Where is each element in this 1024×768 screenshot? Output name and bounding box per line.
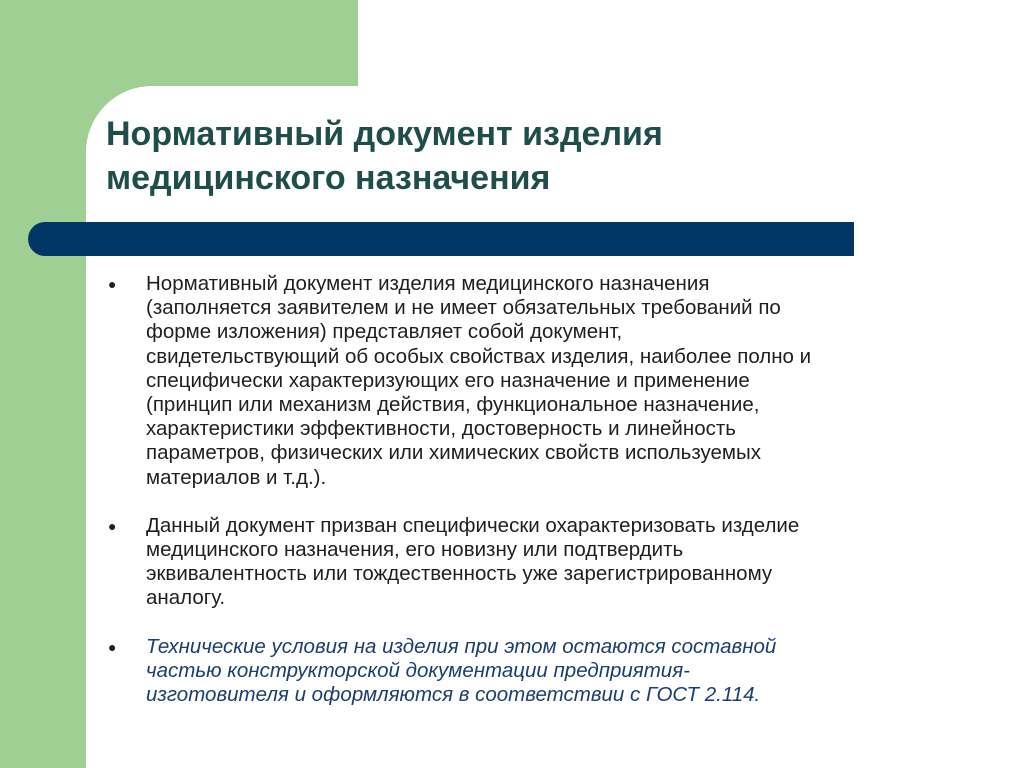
- bullet-text-line: специфически характеризующих его назначение и применение: [146, 368, 750, 392]
- bullet-marker: ●: [108, 638, 117, 655]
- slide-title: [106, 112, 986, 200]
- title-accent-bar: [28, 222, 854, 256]
- bullet-text-line: изготовителя и оформляются в соответствии с ГОСТ 2.114.: [146, 683, 761, 707]
- title-line: Нормативный документ изделия: [106, 115, 663, 153]
- bullet-item-italic: [100, 635, 1000, 708]
- bullet-item: [100, 514, 1000, 611]
- title-line: медицинского назначения: [106, 159, 551, 197]
- bullet-text-line: медицинского назначения, его новизну или подтвердить: [146, 538, 684, 562]
- bullet-text-line: свидетельствующий об особых свойствах изделия, наиболее полно и: [146, 344, 812, 368]
- bullet-text-line: Данный документ призван специфически охарактеризовать изделие: [146, 513, 800, 537]
- bullet-text-line: форме изложения) представляет собой документ,: [146, 320, 623, 344]
- bullet-marker: ●: [108, 276, 117, 292]
- bullet-text-line: характеристики эффективности, достоверность и линейность: [146, 417, 736, 441]
- bullet-text-line: Технические условия на изделия при этом остаются составной: [146, 634, 777, 658]
- bullet-item: [100, 272, 1000, 490]
- bullet-text-line: частью конструкторской документации предприятия-: [146, 658, 690, 682]
- bullet-text-line: (заполняется заявителем и не имеет обязательных требований по: [146, 296, 781, 320]
- bullet-text-line: аналогу.: [146, 586, 226, 610]
- bullet-text-line: эквивалентность или тождественность уже зарегистрированному: [146, 562, 773, 586]
- bullet-list: [100, 272, 1000, 731]
- bullet-marker: ●: [108, 517, 117, 534]
- bullet-text-line: материалов и т.д.).: [146, 465, 327, 489]
- bullet-text-line: параметров, физических или химических свойств используемых: [146, 441, 762, 465]
- bullet-text-line: (принцип или механизм действия, функциональное назначение,: [146, 393, 760, 417]
- bullet-text-line: Нормативный документ изделия медицинского назначения: [146, 272, 710, 295]
